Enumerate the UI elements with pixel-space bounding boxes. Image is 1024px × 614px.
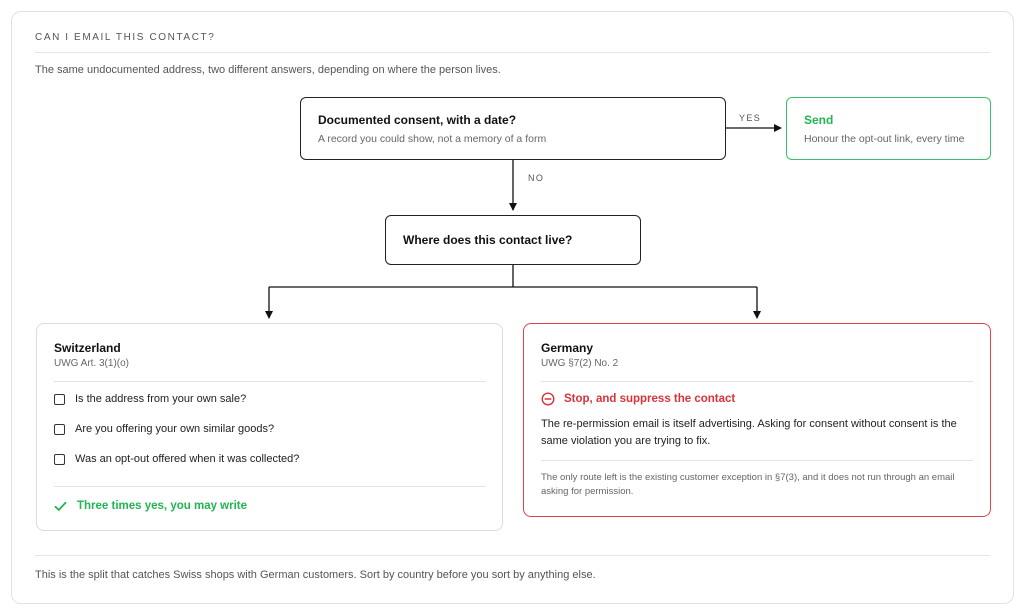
switzerland-divider-bottom — [54, 486, 486, 487]
checklist-item[interactable] — [54, 453, 299, 465]
consent-question-node — [300, 97, 726, 160]
checkbox[interactable] — [54, 424, 65, 435]
checklist-item-label: Are you offering your own similar goods? — [75, 423, 275, 435]
check-icon — [54, 501, 67, 512]
diagram-subtitle: The same undocumented address, two different answers, depending on where the person lives. — [35, 64, 501, 76]
germany-citation: UWG §7(2) No. 2 — [541, 358, 619, 369]
switzerland-divider-top — [54, 381, 486, 382]
switzerland-title: Switzerland — [54, 341, 121, 355]
switzerland-panel — [36, 323, 503, 531]
switzerland-citation: UWG Art. 3(1)(o) — [54, 358, 130, 369]
checkbox[interactable] — [54, 454, 65, 465]
germany-title: Germany — [541, 341, 594, 355]
checklist-item-label: Is the address from your own sale? — [75, 393, 247, 405]
no-label: NO — [528, 173, 545, 183]
germany-explanation: The re-permission email is itself advertising. Asking for consent without consent is the same violation you are trying to fix. — [541, 418, 957, 447]
switzerland-result — [54, 500, 247, 512]
germany-divider-top — [541, 381, 973, 382]
send-sub: Honour the opt-out link, every time — [804, 133, 965, 145]
checklist-item[interactable] — [54, 423, 274, 435]
germany-divider-bottom — [541, 460, 973, 461]
yes-label: YES — [739, 113, 762, 123]
germany-stop-label: Stop, and suppress the contact — [564, 393, 736, 405]
checklist-item[interactable] — [54, 393, 246, 405]
germany-note: The only route left is the existing customer exception in §7(3), and it does not run through an email asking for permission. — [541, 472, 955, 497]
switzerland-result-label: Three times yes, you may write — [77, 500, 248, 512]
consent-question-title: Documented consent, with a date? — [318, 113, 517, 127]
send-title: Send — [804, 113, 834, 127]
footer-divider — [35, 555, 990, 556]
consent-question-sub: A record you could show, not a memory of a form — [318, 133, 547, 145]
germany-stop — [541, 392, 735, 406]
checklist-item-label: Was an opt-out offered when it was collected? — [75, 453, 300, 465]
send-outcome-node — [786, 97, 991, 160]
location-question-title: Where does this contact live? — [403, 233, 573, 247]
minus-circle-icon — [541, 392, 555, 406]
germany-panel — [523, 323, 991, 517]
checkbox[interactable] — [54, 394, 65, 405]
diagram-eyebrow-title: CAN I EMAIL THIS CONTACT? — [35, 32, 216, 43]
diagram-footer: This is the split that catches Swiss shops with German customers. Sort by country before you sort by anything else. — [35, 569, 596, 581]
location-question-node — [385, 215, 641, 265]
